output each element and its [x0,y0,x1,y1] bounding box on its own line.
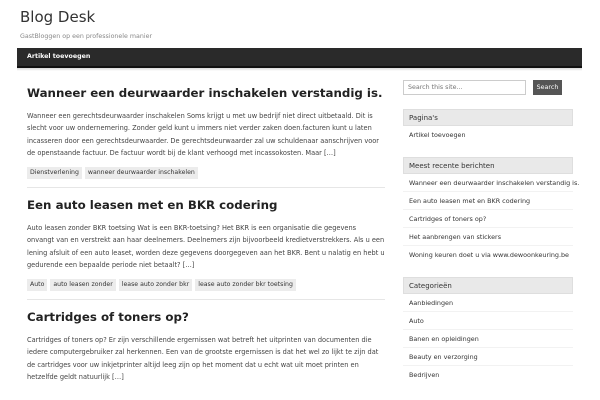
post-tags [27,167,385,179]
recent-post-link[interactable]: Wanneer een deurwaarder inschakelen verstandig is. [403,174,573,192]
post-excerpt: Wanneer een gerechtsdeurwaarder inschakelen Soms krijgt u met uw bedrijf niet direct uitbetaald. Dit is slecht voor uw ondernemering. Zonder geld kunt u immers niet verder zaken doen.facturen kunt u laten incasseren door een gerechtsdeurwaarder. De gerechtsdeurwaarder zal uw schuldenaar aanschrijven voor de openstaande factuur. De factuur wordt bij de klant verhoogd met incassokosten. Maar […] [27,112,379,158]
category-link[interactable]: Auto [403,312,573,330]
search-form [403,80,573,95]
post [27,198,385,300]
category-link[interactable]: Aanbiedingen [403,294,573,312]
tag-link[interactable]: lease auto zonder bkr [119,279,192,291]
widget-title: Pagina's [403,109,573,126]
post-divider [27,187,385,188]
tag-link[interactable]: Dienstverlening [27,167,82,179]
search-button[interactable]: Search [533,80,562,95]
post-title-link[interactable]: Wanneer een deurwaarder inschakelen verstandig is. [27,86,383,100]
recent-post-link[interactable]: Woning keuren doet u via www.dewoonkeuring.be [409,250,569,259]
tag-link[interactable]: wanneer deurwaarder inschakelen [85,167,198,179]
tag-link[interactable]: lease auto zonder bkr toetsing [195,279,296,291]
pages-widget [403,109,573,143]
tag-link[interactable]: auto leasen zonder [50,279,115,291]
tag-link[interactable]: Auto [27,279,47,291]
site-title[interactable]: Blog Desk [20,8,96,26]
sidebar [403,80,580,383]
category-link[interactable]: Bedrijven [409,370,440,379]
category-link[interactable]: Beauty en verzorging [403,348,573,366]
recent-post-link[interactable]: Een auto leasen met en BKR codering [403,192,573,210]
site-description: GastBloggen op een professionele manier [20,33,153,40]
post-excerpt: Cartridges of toners op? Er zijn verschillende ergernissen wat betreft het uitprinten van documenten die iedere computergebruiker zal herkennen. Een van de grootste ergernissen is dat het wel zo lijkt te zijn dat de cartridges voor uw inkjetprinter altijd leeg zijn op het moment dat u echt wat uit moet printen en hetzelfde geldt natuurlijk […] [27,336,379,382]
categories-widget [403,277,573,383]
post-title-link[interactable]: Een auto leasen met en BKR codering [27,198,278,212]
main-navigation [17,48,582,68]
recent-posts-widget [403,157,580,263]
main-content [27,76,385,384]
search-input[interactable] [403,80,526,95]
recent-post-link[interactable]: Cartridges of toners op? [403,210,573,228]
navigation-shadow [17,68,582,71]
nav-item-artikel-toevoegen[interactable]: Artikel toevoegen [27,53,91,60]
post [27,310,385,384]
widget-title: Categorieën [403,277,573,294]
widget-title: Meest recente berichten [403,157,573,174]
post-excerpt: Auto leasen zonder BKR toetsing Wat is een BKR-toetsing? Het BKR is een organisatie die gegevens onvangt van en verstrekt aan haar deelnemers. Deelnemers zijn bijvoorbeeld kredietverstrekkers. Als u een lening afsluit of een auto leaset, worden deze gegevens doorgegeven aan het BKR. Bent u nalatig en hebt u gedurende een bepaalde periode niet betaalt? […] [27,224,385,270]
page-link[interactable]: Artikel toevoegen [409,130,466,139]
post-title-link[interactable]: Cartridges of toners op? [27,310,189,324]
recent-post-link[interactable]: Het aanbrengen van stickers [403,228,573,246]
post-divider [27,299,385,300]
post [27,86,385,188]
category-link[interactable]: Banen en opleidingen [403,330,573,348]
post-tags [27,279,385,291]
